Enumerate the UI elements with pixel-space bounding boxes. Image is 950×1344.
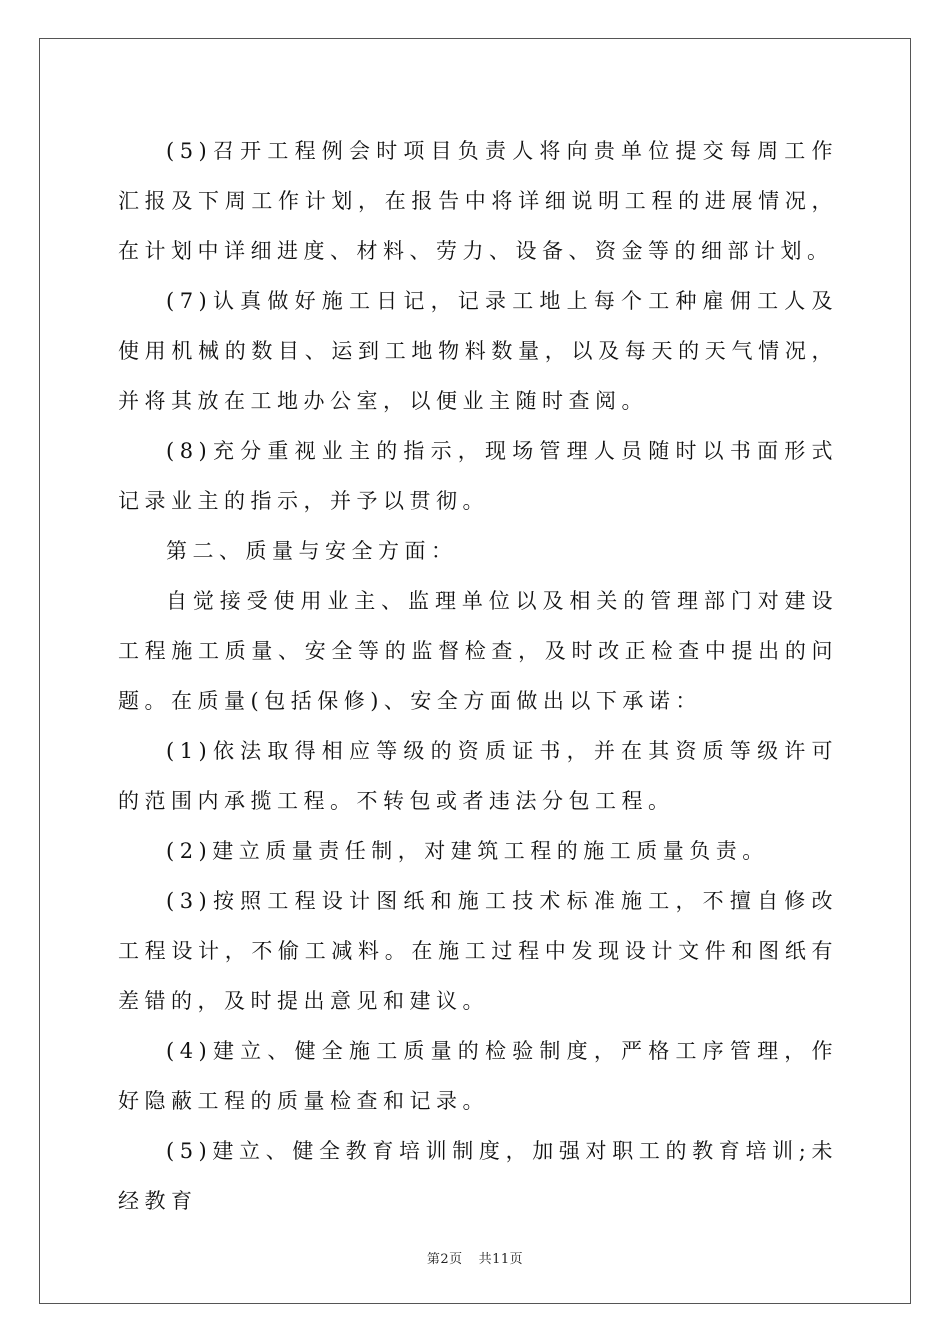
page-footer: [0, 1248, 950, 1267]
paragraph: (4)建立、健全施工质量的检验制度，严格工序管理，作好隐蔽工程的质量检查和记录。: [118, 1039, 838, 1113]
paragraph: (5)建立、健全教育培训制度，加强对职工的教育培训;未经教育: [118, 1139, 838, 1213]
paragraph: (1)依法取得相应等级的资质证书，并在其资质等级许可的范围内承揽工程。不转包或者违法分包工程。: [118, 739, 838, 813]
page-total: 共11页: [478, 1252, 524, 1267]
document-body: [118, 126, 838, 1226]
section-heading: 第二、质量与安全方面：: [166, 539, 458, 563]
paragraph: (3)按照工程设计图纸和施工技术标准施工，不擅自修改工程设计，不偷工减料。在施工过程中发现设计文件和图纸有差错的，及时提出意见和建议。: [118, 889, 838, 1013]
paragraph: (5)召开工程例会时项目负责人将向贵单位提交每周工作汇报及下周工作计划，在报告中将详细说明工程的进展情况，在计划中详细进度、材料、劳力、设备、资金等的细部计划。: [118, 139, 838, 263]
page-number: 第2页: [426, 1252, 463, 1267]
paragraph: (8)充分重视业主的指示，现场管理人员随时以书面形式记录业主的指示，并予以贯彻。: [118, 439, 838, 513]
paragraph: 自觉接受使用业主、监理单位以及相关的管理部门对建设工程施工质量、安全等的监督检查，及时改正检查中提出的问题。在质量(包括保修)、安全方面做出以下承诺：: [118, 589, 838, 713]
paragraph: (2)建立质量责任制，对建筑工程的施工质量负责。: [166, 839, 769, 863]
paragraph: (7)认真做好施工日记，记录工地上每个工种雇佣工人及使用机械的数目、运到工地物料数量，以及每天的天气情况，并将其放在工地办公室，以便业主随时查阅。: [118, 289, 838, 413]
